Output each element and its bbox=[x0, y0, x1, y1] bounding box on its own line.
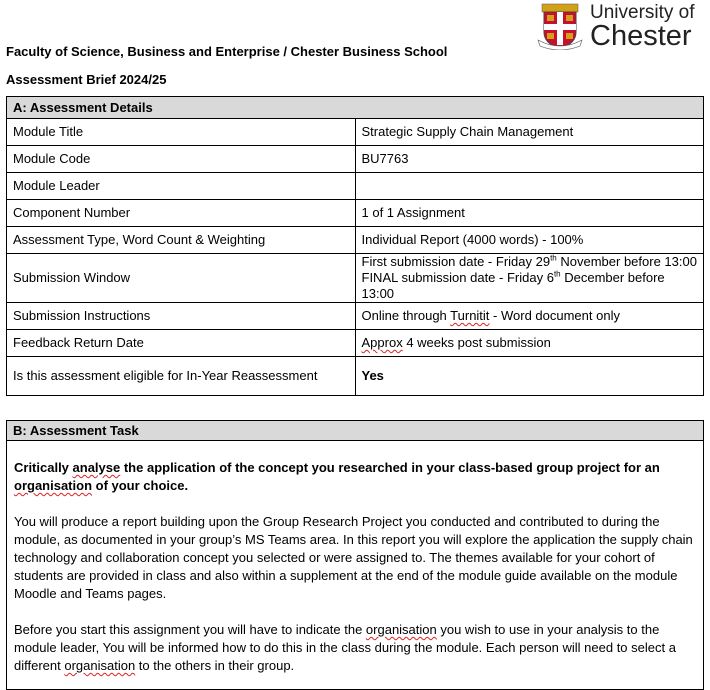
table-row bbox=[7, 227, 704, 254]
task-paragraph-1: You will produce a report building upon the Group Research Project you conducted and contributed to during the module, as documented in your group’s MS Teams area. In this report you will explore the application the supply chain technology and collaboration concept you selected or were assigned to. The themes available for your cohort of students are provided in class and also within a supplement at the end of the module guide available on the module Moodle and Teams pages. bbox=[14, 514, 693, 601]
row-value: BU7763 bbox=[355, 146, 704, 173]
row-label: Submission Window bbox=[7, 254, 356, 303]
row-label: Module Title bbox=[7, 119, 356, 146]
table-row bbox=[7, 173, 704, 200]
brief-heading: Assessment Brief 2024/25 bbox=[6, 72, 167, 87]
table-row bbox=[7, 357, 704, 396]
row-value: Yes bbox=[355, 357, 704, 396]
section-a-title: A: Assessment Details bbox=[7, 97, 704, 119]
row-label: Submission Instructions bbox=[7, 303, 356, 330]
table-row bbox=[7, 200, 704, 227]
row-label: Module Leader bbox=[7, 173, 356, 200]
task-paragraph-2: Before you start this assignment you will have to indicate the organisation you wish to use in your analysis to the module leader, You will be informed how to do this in the class during the module. Each person will need to select a different organisation to the others in their group. bbox=[14, 622, 676, 673]
row-label: Feedback Return Date bbox=[7, 330, 356, 357]
submission-window-value bbox=[355, 254, 704, 303]
university-crest-icon bbox=[536, 2, 584, 50]
row-label: Assessment Type, Word Count & Weighting bbox=[7, 227, 356, 254]
task-lead: Critically analyse the application of the concept you researched in your class-based group project for an organisation of your choice. bbox=[14, 460, 660, 493]
final-submission-date: FINAL submission date - Friday 6th December before 13:00 bbox=[361, 269, 665, 301]
row-value: Online through Turnitit - Word document only bbox=[355, 303, 704, 330]
row-value: Strategic Supply Chain Management bbox=[355, 119, 704, 146]
section-b-title: B: Assessment Task bbox=[7, 421, 703, 441]
row-value bbox=[355, 173, 704, 200]
table-row bbox=[7, 254, 704, 303]
table-row bbox=[7, 119, 704, 146]
table-row bbox=[7, 303, 704, 330]
assessment-details-table bbox=[6, 96, 704, 396]
row-value: Approx 4 weeks post submission bbox=[355, 330, 704, 357]
logo-line-1: University of bbox=[590, 2, 695, 23]
university-logo bbox=[536, 2, 706, 50]
row-value: 1 of 1 Assignment bbox=[355, 200, 704, 227]
row-label: Is this assessment eligible for In-Year Reassessment bbox=[7, 357, 356, 396]
row-label: Component Number bbox=[7, 200, 356, 227]
table-row bbox=[7, 330, 704, 357]
first-submission-date: First submission date - Friday 29th November before 13:00 bbox=[361, 253, 697, 269]
faculty-heading: Faculty of Science, Business and Enterprise / Chester Business School bbox=[6, 44, 448, 59]
logo-line-2: Chester bbox=[590, 20, 692, 52]
table-row bbox=[7, 146, 704, 173]
row-value: Individual Report (4000 words) - 100% bbox=[355, 227, 704, 254]
assessment-task-box bbox=[6, 420, 704, 690]
row-label: Module Code bbox=[7, 146, 356, 173]
